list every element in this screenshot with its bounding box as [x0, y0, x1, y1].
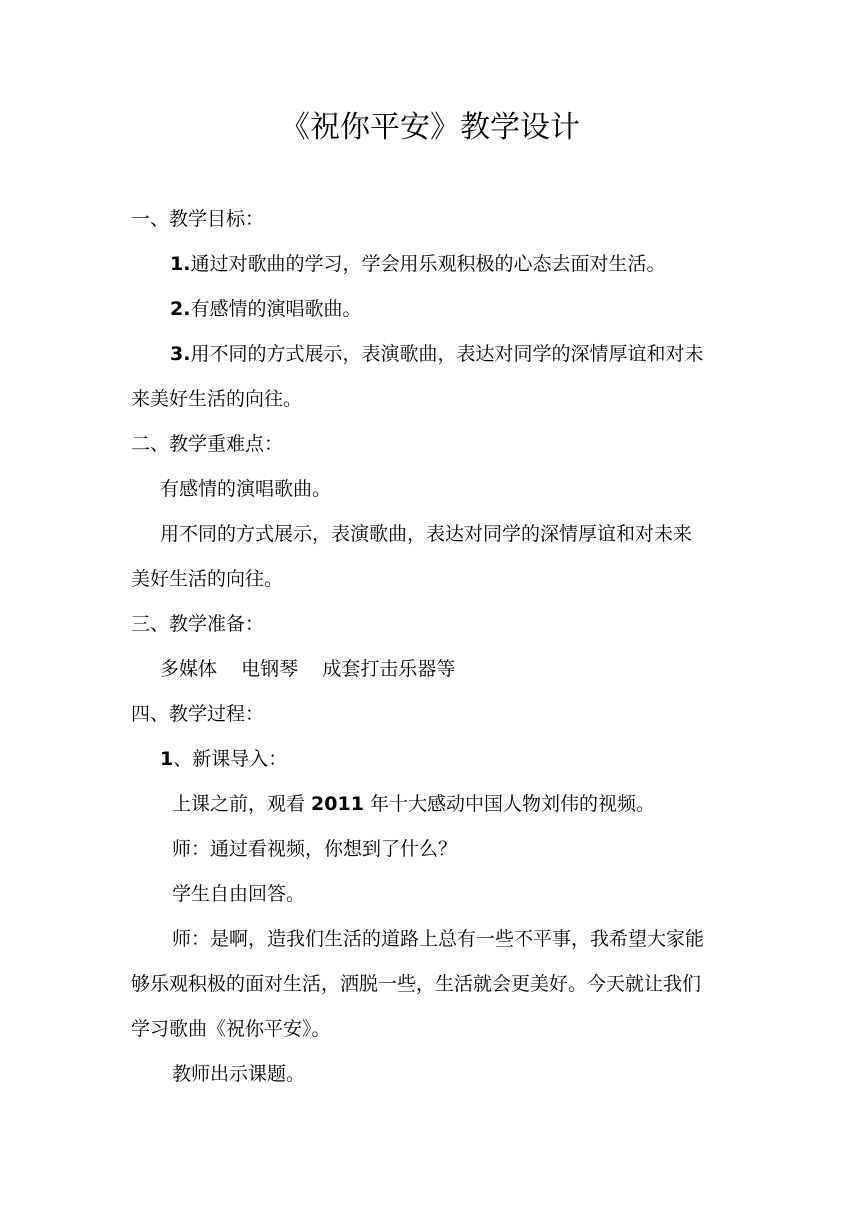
section-heading-key-points: 二、教学重难点： — [131, 433, 284, 455]
item-number: 3. — [170, 343, 191, 365]
objective-item-3-continuation: 来美好生活的向往。 — [131, 388, 303, 410]
key-point-paragraph: 美好生活的向往。 — [131, 568, 284, 590]
process-paragraph: 学习歌曲《祝你平安》。 — [131, 1018, 331, 1040]
process-paragraph: 够乐观积极的面对生活，洒脱一些，生活就会更美好。今天就让我们 — [131, 973, 702, 995]
subheading-text: 、新课导入： — [173, 748, 288, 770]
key-point-paragraph: 有感情的演唱歌曲。 — [160, 478, 332, 500]
item-text: 用不同的方式展示，表演歌曲，表达对同学的深情厚谊和对未 — [190, 343, 704, 365]
subheading-number: 1 — [160, 748, 174, 770]
process-paragraph: 师：是啊，造我们生活的道路上总有一些不平事，我希望大家能 — [172, 928, 705, 950]
item-text: 通过对歌曲的学习，学会用乐观积极的心态去面对生活。 — [190, 253, 666, 275]
key-point-paragraph: 用不同的方式展示，表演歌曲，表达对同学的深情厚谊和对未来 — [160, 523, 693, 545]
item-number: 1. — [170, 253, 191, 275]
section-heading-preparation: 三、教学准备： — [131, 613, 265, 635]
process-paragraph: 师：通过看视频，你想到了什么？ — [172, 838, 458, 860]
objective-item-1 — [170, 251, 665, 277]
item-number: 2. — [170, 298, 191, 320]
document-title: 《祝你平安》教学设计 — [280, 110, 580, 145]
item-text: 有感情的演唱歌曲。 — [190, 298, 362, 320]
process-paragraph: 学生自由回答。 — [172, 883, 306, 905]
paragraph-text: 上课之前，观看 — [172, 793, 312, 815]
process-subheading — [160, 746, 287, 772]
section-heading-process: 四、教学过程： — [131, 703, 265, 725]
year-text: 2011 — [311, 793, 364, 815]
preparation-materials: 多媒体 电钢琴 成套打击乐器等 — [160, 658, 456, 680]
objective-item-3 — [170, 341, 703, 367]
process-paragraph — [172, 791, 655, 817]
section-heading-objectives: 一、教学目标： — [131, 208, 265, 230]
paragraph-text: 年十大感动中国人物刘伟的视频。 — [363, 793, 655, 815]
process-paragraph: 教师出示课题。 — [172, 1063, 306, 1085]
objective-item-2 — [170, 296, 361, 322]
